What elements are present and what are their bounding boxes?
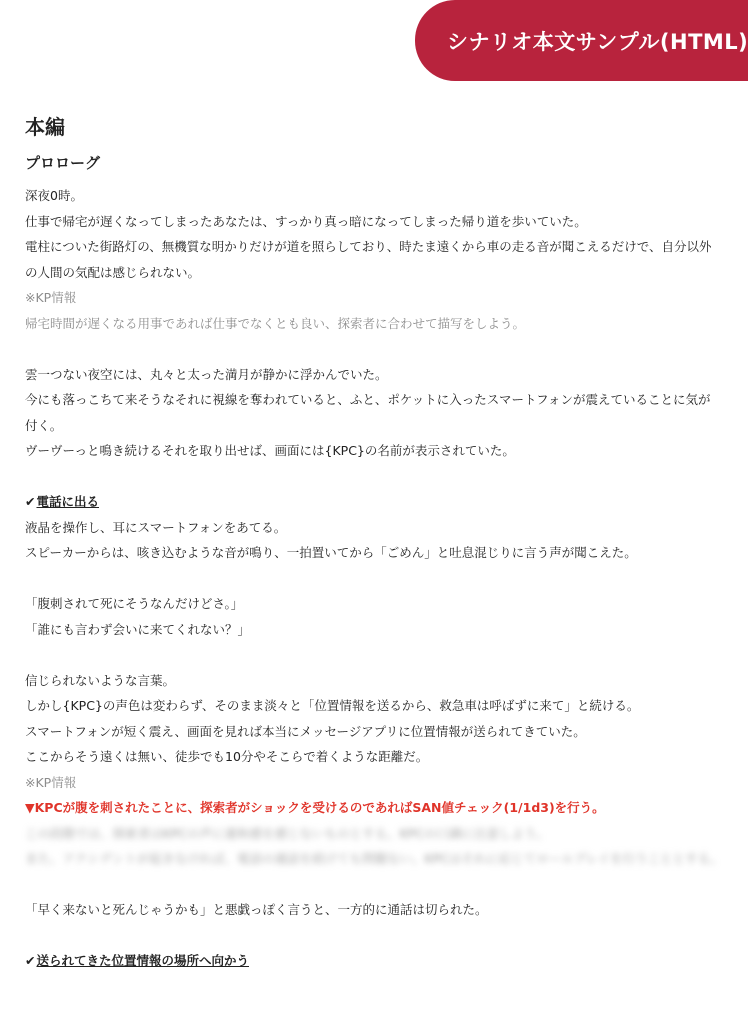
checkmark-icon: ✔: [25, 953, 36, 968]
choice-go-to-location[interactable]: [25, 948, 725, 974]
dialogue-line: 「腹刺されて死にそうなんだけどさ。」: [25, 596, 244, 611]
paragraph-line: スピーカーからは、咳き込むような音が鳴り、一拍置いてから「ごめん」と吐息混じりに言う声が聞こえた。: [25, 545, 637, 560]
page-title: シナリオ本文サンプル(HTML): [447, 29, 748, 54]
spacer: [25, 566, 725, 592]
paragraph-line: 深夜0時。: [25, 188, 83, 203]
spacer: [25, 464, 725, 490]
choice-answer-phone[interactable]: [25, 489, 725, 515]
paragraph-line: 信じられないような言葉。: [25, 672, 176, 688]
page-title-tab: [415, 0, 748, 81]
paragraph-line: しかし{KPC}の声色は変わらず、そのまま淡々と「位置情報を送るから、救急車は呼ばずに来て」と続ける。: [25, 698, 640, 713]
spacer: [25, 642, 725, 668]
kp-info-label: ※KP情報: [25, 774, 77, 790]
san-check-note: ▼KPCが腹を刺されたことに、探索者がショックを受けるのであればSAN値チェック(1/1d3)を行う。: [25, 800, 605, 815]
section-title: 本編: [25, 115, 65, 139]
paragraph-line: 「早く来ないと死んじゃうかも」と悪戯っぽく言うと、一方的に通話は切られた。: [25, 902, 488, 917]
paragraph-line: 雲一つない夜空には、丸々と太った満月が静かに浮かんでいた。: [25, 366, 388, 382]
spacer: [25, 336, 725, 362]
paragraph-line: スマートフォンが短く震え、画面を見れば本当にメッセージアプリに位置情報が送られてきていた。: [25, 723, 586, 739]
dialogue-line: 「誰にも言わず会いに来てくれない？」: [25, 621, 251, 637]
paragraph-line: 今にも落っこちて来そうなそれに視線を奪われていると、ふと、ポケットに入ったスマートフォンが震えていることに気が: [25, 392, 711, 407]
checkmark-icon: ✔: [25, 494, 36, 509]
kp-info-label: ※KP情報: [25, 290, 77, 305]
chapter-title: プロローグ: [25, 154, 101, 172]
blurred-kp-text: また、アクシデントが起きなければ、電話の通話を続けても問題ない。KPCはそれに応じてロールプレイを行うこととする。: [25, 851, 723, 866]
paragraph-line: 液晶を操作し、耳にスマートフォンをあてる。: [25, 519, 287, 535]
spacer: [25, 923, 725, 949]
paragraph-line: 電柱についた街路灯の、無機質な明かりだけが道を照らしており、時たま遠くから車の走る音が聞こえるだけで、自分以外: [25, 239, 712, 254]
paragraph-line: ここからそう遠くは無い、徒歩でも10分やそこらで着くような距離だ。: [25, 749, 429, 764]
spacer: [25, 872, 725, 898]
paragraph-line: の人間の気配は感じられない。: [25, 264, 201, 280]
paragraph-line: 仕事で帰宅が遅くなってしまったあなたは、すっかり真っ暗になってしまった帰り道を歩いていた。: [25, 213, 587, 229]
paragraph-line: 付く。: [25, 417, 63, 433]
choice-label: 送られてきた位置情報の場所へ向かう: [36, 953, 249, 968]
kp-info-text: 帰宅時間が遅くなる用事であれば仕事でなくとも良い、探索者に合わせて描写をしよう。: [25, 315, 526, 331]
choice-label: 電話に出る: [36, 494, 99, 509]
scenario-body: [25, 112, 725, 974]
paragraph-line: ヴーヴーっと鳴き続けるそれを取り出せば、画面には{KPC}の名前が表示されていた。: [25, 443, 515, 458]
blurred-kp-text: この段階では、探索者はKPCの声に違和感を感じないものとする。KPCの口調に注意しよう。: [25, 825, 549, 841]
